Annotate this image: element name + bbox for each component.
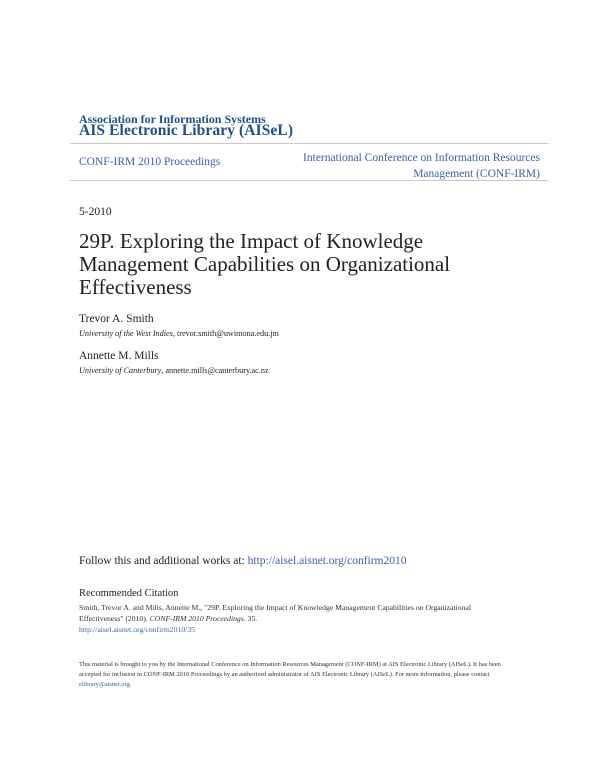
- divider-bottom: [70, 180, 548, 181]
- notice-end: .: [129, 681, 132, 688]
- collection-link[interactable]: http://aisel.aisnet.org/confirm2010: [247, 555, 407, 567]
- library-name[interactable]: AIS Electronic Library (AISeL): [79, 122, 294, 139]
- author-email[interactable]: trevor.smith@uwimona.edu.jm: [176, 329, 279, 338]
- citation-text: [79, 602, 509, 635]
- contact-email-link[interactable]: elibrary@aisnet.org: [79, 681, 130, 688]
- author-affiliation: University of Canterbury, annette.mills@canterbury.ac.nz: [79, 366, 269, 375]
- notice-text: This material is brought to you by the International Conference on Information Resources Management (CONF-IRM) at AIS Electronic Library (AISeL). It has been accepted for inclusion in CONF-IRM 2010 Proceedings by an authorized administrator of AIS Electronic Library (AISeL). For more information, please contact: [79, 661, 501, 678]
- citation-suffix: . 35.: [243, 614, 258, 623]
- repository-notice: [79, 660, 519, 690]
- citation-venue: CONF-IRM 2010 Proceedings: [149, 614, 244, 623]
- org-name: Association for Information Systems: [79, 112, 266, 126]
- follow-line: [79, 555, 407, 567]
- citation-body: Smith, Trevor A. and Mills, Annette M., "29P. Exploring the Impact of Knowledge Management Capabilities on Organizational Effectiveness" (2010).: [79, 603, 472, 623]
- author-name: Trevor A. Smith: [79, 313, 154, 325]
- citation-heading: Recommended Citation: [79, 588, 179, 599]
- proceedings-link[interactable]: CONF-IRM 2010 Proceedings: [79, 156, 221, 168]
- divider-top: [70, 143, 548, 144]
- follow-text: Follow this and additional works at:: [79, 555, 248, 567]
- affiliation-name: University of Canterbury: [79, 366, 162, 375]
- author-name: Annette M. Mills: [79, 350, 159, 362]
- paper-title: 29P. Exploring the Impact of Knowledge Management Capabilities on Organizational Effectiveness: [79, 229, 451, 299]
- citation-link[interactable]: http://aisel.aisnet.org/confirm2010/35: [79, 625, 196, 634]
- conference-link[interactable]: International Conference on Information Resources Management (CONF-IRM): [303, 152, 540, 180]
- author-email[interactable]: annette.mills@canterbury.ac.nz: [165, 366, 269, 375]
- affiliation-name: University of the West Indies: [79, 329, 173, 338]
- publication-date: 5-2010: [79, 206, 112, 218]
- author-affiliation: University of the West Indies, trevor.smith@uwimona.edu.jm: [79, 329, 279, 338]
